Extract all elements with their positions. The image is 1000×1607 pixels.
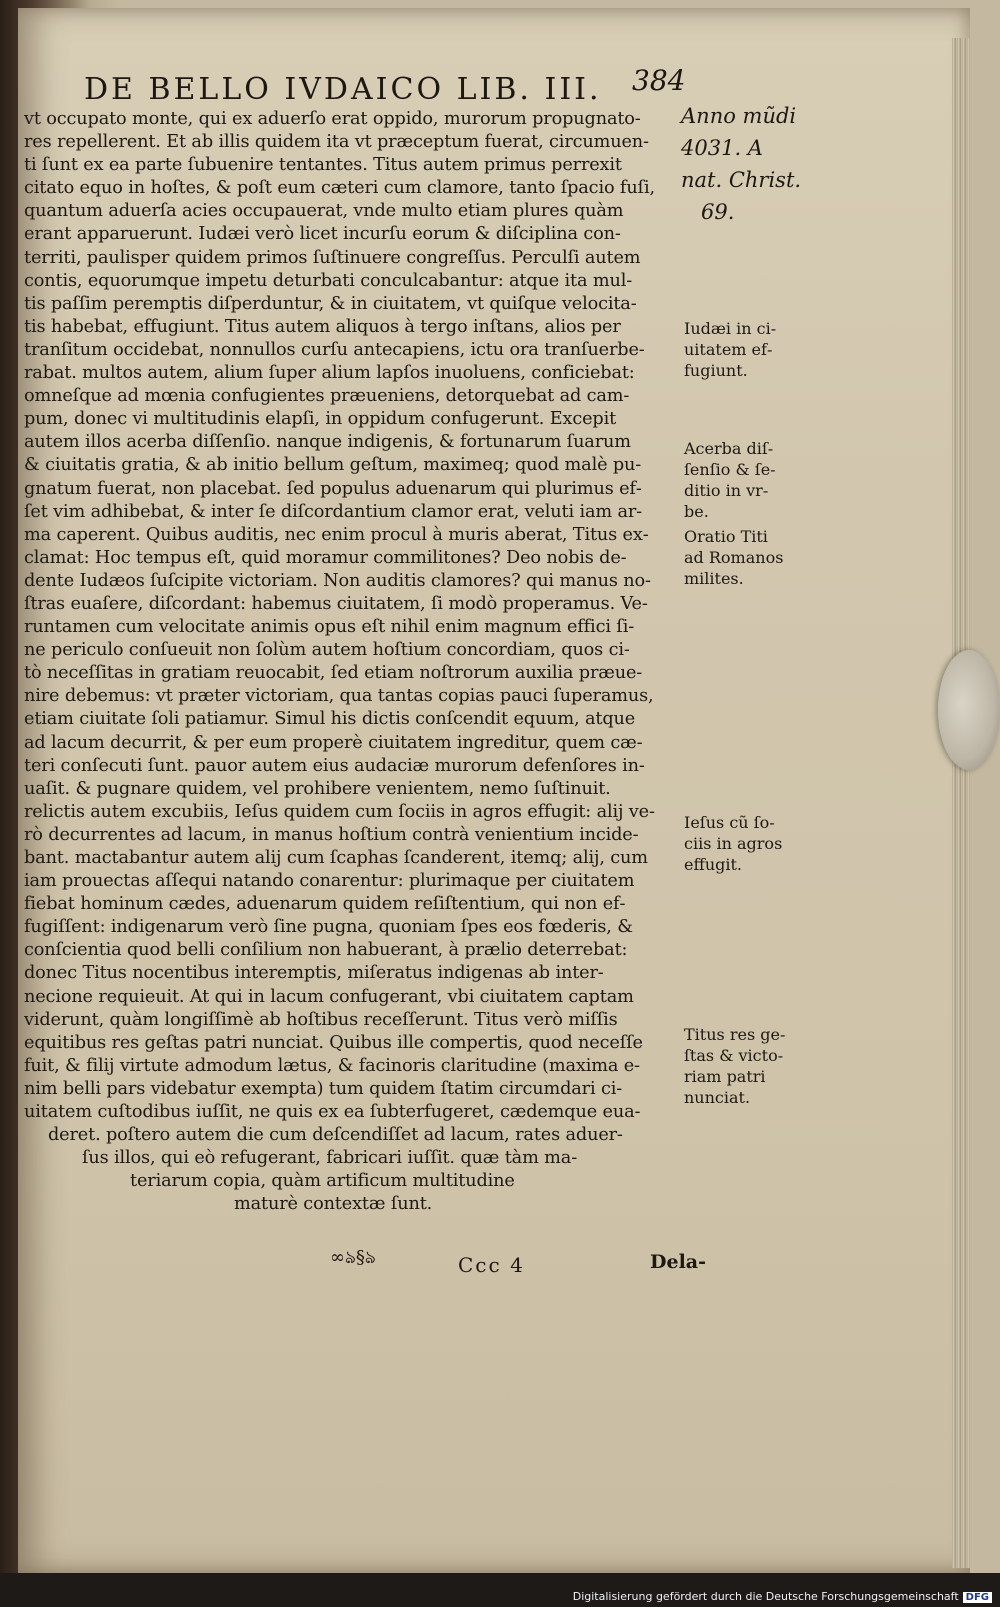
margin-note-line: ſtas & victo‑ bbox=[684, 1046, 784, 1065]
margin-note-line: ad Romanos bbox=[684, 548, 784, 567]
margin-note-line: milites. bbox=[684, 569, 744, 588]
text-line: teri conſecuti ſunt. pauor autem eius audaciæ murorum defenſores in‑ bbox=[24, 755, 645, 776]
text-line: tò neceſſitas in gratiam reuocabit, ſed etiam noſtrorum auxilia præue‑ bbox=[24, 663, 643, 684]
text-line: res repellerent. Et ab illis quidem ita vt præceptum fuerat, circumuen‑ bbox=[24, 132, 649, 153]
margin-note-line: Titus res ge‑ bbox=[684, 1025, 786, 1044]
text-line: ſus illos, qui eò refugerant, fabricari iuſſit. quæ tàm ma‑ bbox=[82, 1148, 578, 1169]
margin-note-titus bbox=[684, 1024, 814, 1108]
text-line: dente Iudæos ſuſcipite victoriam. Non auditis clamores? qui manus no‑ bbox=[24, 570, 651, 591]
text-line: deret. poſtero autem die cum deſcendiſſet ad lacum, rates aduer‑ bbox=[48, 1125, 623, 1146]
text-line: tis habebat, effugiunt. Titus autem aliquos à tergo inſtans, alios per bbox=[24, 316, 621, 337]
text-line: conſcientia quod belli conſilium non habuerant, à prælio deterrebat: bbox=[24, 940, 628, 961]
margin-date-line: nat. Christ. bbox=[681, 168, 802, 192]
text-line: teriarum copia, quàm artificum multitudine bbox=[130, 1171, 515, 1192]
text-line: ti ſunt ex ea parte ſubuenire tentantes. Titus autem primus perrexit bbox=[24, 155, 622, 176]
text-line: bant. mactabantur autem alij cum ſcaphas ſcanderent, itemq; alij, cum bbox=[24, 848, 648, 868]
margin-note-line: Oratio Titi bbox=[684, 527, 768, 546]
margin-date-note bbox=[681, 100, 821, 228]
text-line: maturè contextæ ſunt. bbox=[234, 1194, 433, 1215]
margin-note-line: ciis in agros bbox=[684, 834, 783, 853]
text-line: equitibus res geſtas patri nunciat. Quibus ille compertis, quod neceſſe bbox=[24, 1032, 643, 1053]
margin-note-line: Ieſus cũ ſo‑ bbox=[684, 813, 775, 832]
text-line: territi, paulisper quidem primos ſuſtinuere congreſſus. Perculſi autem bbox=[24, 247, 641, 268]
text-line: nim belli pars videbatur exempta) tum quidem ſtatim circumdari ci‑ bbox=[24, 1078, 623, 1099]
body-text bbox=[24, 108, 690, 1217]
text-line: pum, donec vi multitudinis elapſi, in oppidum confugerunt. Excepit bbox=[24, 409, 617, 430]
margin-note-line: Iudæi in ci‑ bbox=[684, 319, 777, 338]
footer-bar bbox=[0, 1573, 1000, 1607]
signature-mark: Ccc 4 bbox=[458, 1253, 525, 1277]
margin-note-line: nunciat. bbox=[684, 1088, 751, 1107]
margin-date-line: 69. bbox=[701, 200, 735, 224]
margin-note-iesus bbox=[684, 812, 814, 875]
margin-note-line: Acerba diſ‑ bbox=[684, 439, 774, 458]
margin-note-line: fugiunt. bbox=[684, 361, 748, 380]
text-line: omneſque ad mœnia confugientes præueniens, detorquebat ad cam‑ bbox=[24, 386, 630, 407]
text-line: necione requieuit. At qui in lacum confugerant, vbi ciuitatem captam bbox=[24, 986, 634, 1007]
text-line: clamat: Hoc tempus eſt, quid moramur commilitones? Deo nobis de‑ bbox=[24, 547, 627, 568]
page-number: 384 bbox=[632, 64, 686, 97]
text-line: ma caperent. Quibus auditis, nec enim procul à muris aberat, Titus ex‑ bbox=[24, 524, 649, 545]
thumb-tab bbox=[938, 650, 1000, 770]
margin-note-line: ſenſio & ſe‑ bbox=[684, 460, 776, 479]
text-line: etiam ciuitate ſoli patiamur. Simul his dictis conſcendit equum, atque bbox=[24, 709, 636, 730]
dfg-logo: DFG bbox=[963, 1592, 992, 1603]
text-line: rò decurrentes ad lacum, in manus hoſtium contrà venientium incide‑ bbox=[24, 824, 639, 845]
text-line: tis paſſim peremptis diſperduntur, & in ciuitatem, vt quiſque velocita‑ bbox=[24, 293, 637, 314]
text-line: rabat. multos autem, alium ſuper alium lapſos inuoluens, conficiebat: bbox=[24, 363, 635, 384]
text-line: fiebat hominum cædes, aduenarum quidem reſiſtentium, qui non ef‑ bbox=[24, 894, 626, 915]
text-line: & ciuitatis gratia, & ab initio bellum geſtum, maximeq; quod malè pu‑ bbox=[24, 455, 642, 476]
margin-note-acerba bbox=[684, 438, 814, 522]
text-line: viderunt, quàm longiſſimè ab hoſtibus receſſerunt. Titus verò miſſis bbox=[24, 1009, 618, 1030]
text-line: gnatum fuerat, non placebat. ſed populus aduenarum qui plurimus ef‑ bbox=[24, 478, 642, 499]
margin-note-line: ditio in vr‑ bbox=[684, 481, 769, 500]
text-line: fugiſſent: indigenarum verò ſine pugna, quoniam ſpes eos fœderis, & bbox=[24, 917, 633, 938]
margin-note-line: be. bbox=[684, 502, 709, 521]
margin-note-line: effugit. bbox=[684, 855, 743, 874]
margin-date-line: Anno mũdi bbox=[681, 104, 797, 128]
text-line: ne periculo conſueuit non ſolùm autem hoſtium concordiam, quos ci‑ bbox=[24, 640, 630, 661]
text-line: vt occupato monte, qui ex aduerſo erat oppido, murorum propugnato‑ bbox=[24, 109, 641, 129]
text-line: autem illos acerba diſſenſio. nanque indigenis, & fortunarum ſuarum bbox=[24, 432, 631, 453]
footer-credit bbox=[573, 1590, 992, 1603]
text-line: ſtras euaſere, diſcordant: habemus ciuitatem, ſi modò properamus. Ve‑ bbox=[24, 593, 648, 614]
text-line: erant apparuerunt. Iudæi verò licet incurſu eorum & diſciplina con‑ bbox=[24, 224, 621, 245]
text-line: citato equo in hoſtes, & poſt eum cæteri cum clamore, tanto ſpacio fuſi, bbox=[24, 178, 655, 199]
footer-credit-text: Digitalisierung gefördert durch die Deutsche Forschungsgemeinschaft bbox=[572, 1590, 959, 1603]
text-line: relictis autem excubiis, Ieſus quidem cum ſociis in agros effugit: alij ve‑ bbox=[24, 801, 655, 822]
text-line: fuit, & filij virtute admodum lætus, & facinoris claritudine (maxima e‑ bbox=[24, 1055, 640, 1076]
margin-note-line: uitatem ef‑ bbox=[684, 340, 773, 359]
page-edges bbox=[952, 38, 970, 1568]
margin-date-line: 4031. A bbox=[681, 136, 763, 160]
text-line: donec Titus nocentibus interemptis, miſeratus indigenas ab inter‑ bbox=[24, 963, 604, 984]
catchword: Dela‑ bbox=[650, 1251, 706, 1273]
margin-note-line: riam patri bbox=[684, 1067, 766, 1086]
text-line: runtamen cum velocitate animis opus eſt nihil enim magnum effici ſi‑ bbox=[24, 617, 635, 638]
text-line: contis, equorumque impetu deturbati conculcabantur: atque ita mul‑ bbox=[24, 270, 633, 291]
text-line: ſet vim adhibebat, & inter ſe diſcordantium clamor erat, veluti iam ar‑ bbox=[24, 501, 643, 522]
margin-note-iudaei bbox=[684, 318, 814, 381]
text-line: quantum aduerſa acies occupauerat, vnde multo etiam plures quàm bbox=[24, 201, 624, 222]
text-line: nire debemus: vt præter victoriam, qua tantas copias pauci ſuperamus, bbox=[24, 686, 654, 707]
text-line: iam prouectas aſſequi natando conarentur: pluri̇maque per ciuitatem bbox=[24, 871, 635, 892]
running-head: DE BELLO IVDAICO LIB. III. bbox=[84, 72, 602, 107]
text-line: tranſitum occidebat, nonnullos curſu antecapiens, ictu ora tranſuerbe‑ bbox=[24, 339, 645, 360]
printer-ornament: ∞ঌ§ঌ bbox=[330, 1247, 376, 1268]
margin-note-oratio bbox=[684, 526, 814, 589]
text-line: ad lacum decurrit, & per eum properè ciuitatem ingreditur, quem cæ‑ bbox=[24, 732, 643, 753]
text-line: uaſit. & pugnare quidem, vel prohibere venientem, nemo ſuſtinuit. bbox=[24, 778, 611, 799]
text-line: uitatem cuſtodibus iuſſit, ne quis ex ea ſubterfugeret, cædemque eua‑ bbox=[24, 1102, 641, 1123]
